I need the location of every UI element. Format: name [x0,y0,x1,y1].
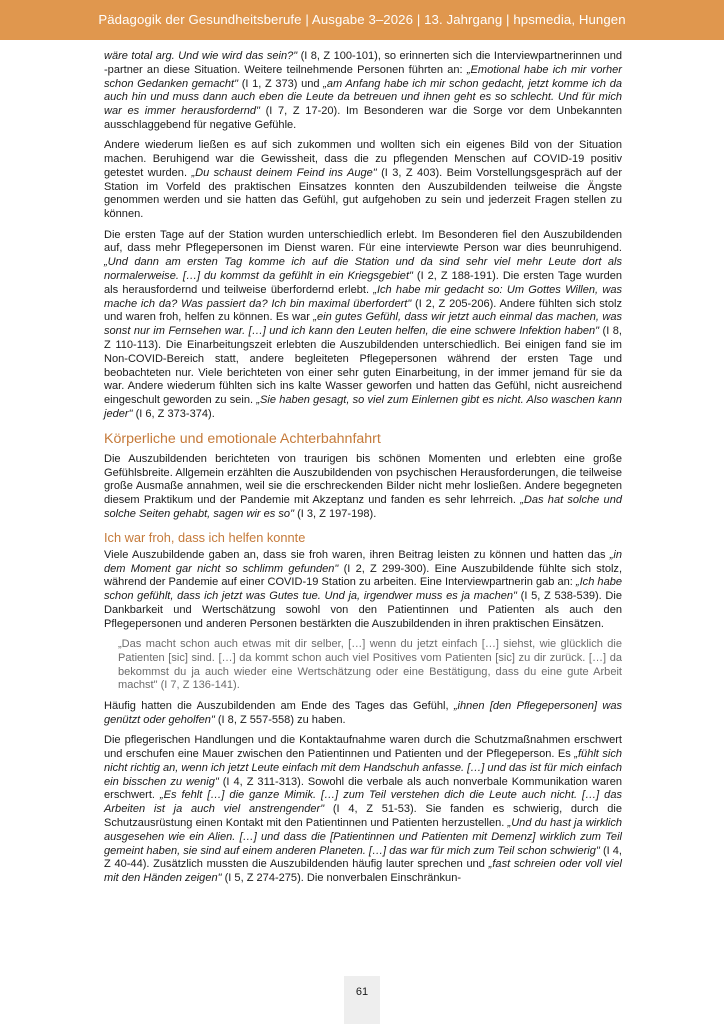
quote-inline: „Du schaust deinem Feind ins Auge" [191,166,377,179]
quote-inline: „Ich habe schon gefühlt, dass ich jetzt was Gutes tue. Und ja, irgendwer muss es ja machen" [104,576,623,603]
quote-inline: „Es fehlt […] die ganze Mimik. […] zum Teil verstehen dich die Leute auch nicht. […] das Arbeiten ist ja auch viel anstrengender" [104,789,622,816]
body-text: (I 7, Z 17-20). Im Besonderen war die Sorge vor dem Unbekannten ausschlaggebend für negative Gefühle. [104,105,622,131]
article-body [104,50,622,893]
body-text: (I 3, Z 403). Beim Vorstellungsgespräch auf der Station im Vorfeld des praktischen Einsatzes konnten den Auszubildenden teilweise die Ängste genommen werden und sie hatten das Gefühl, gut aufgehoben zu sein und jederzeit Fragen stellen zu können. [104,166,623,221]
paragraph-3 [104,229,622,422]
body-text: Viele Auszubildende gaben an, dass sie froh waren, ihren Beitrag leisten zu können und hatten das [104,548,610,561]
quote-inline: „in dem Moment gar nicht so schlimm gefunden" [104,548,622,575]
quote-inline: „ihnen [den Pflegepersonen] was genützt oder geholfen" [104,700,622,726]
body-text: (I 5, Z 538-539). Die Dankbarkeit und Wertschätzung sowohl von den Patientinnen und Patienten als auch den Pflegepersonen und anderen Personen bestärkten die Auszubildenden in ihren praktischen Einsätzen. [104,590,622,630]
paragraph-7 [104,734,622,886]
body-text: (I 2, Z 188-191). Die ersten Tage wurden als herausfordernd und teilweise überfordernd erlebt. [104,269,622,296]
journal-header-text: Pädagogik der Gesundheitsberufe | Ausgabe 3–2026 | 13. Jahrgang | hpsmedia, Hungen [98,12,626,27]
journal-header [0,0,724,40]
body-text: (I 8, Z 110-113). Die Einarbeitungszeit erlebten die Auszubildenden unterschiedlich. Bei einigen fand sie im Non-COVID-Bereich statt, andere begleiteten Pflegepersonen während der ersten Tage und beobachteten nur. Viele berichteten von einer sehr guten Einarbeitung, in der immer jemand für sie da war. Andere wiederum fühlten sich ins kalte Wasser geworfen und hatten das Gefühl, nicht ausreichend eingeschult geworden zu sein. [104,325,622,407]
quote-inline: „Sie haben gesagt, so viel zum Einlernen gibt es nicht. Also waschen kann jeder" [104,394,623,420]
quote-inline: „fühlt sich nicht richtig an, wenn ich jetzt Leute einfach mit dem Handschuh anfasse. […] und das ist für mich einfach ein bisschen zu wenig" [104,748,622,788]
body-text: (I 2, Z 205-206). Andere fühlten sich stolz und waren froh, helfen zu können. Es war [104,297,623,324]
body-text: (I 1, Z 373) und [238,77,324,90]
quote-inline: „Emotional habe ich mir vorher schon Gedanken gemacht" [104,63,622,90]
paragraph-5 [104,549,622,632]
page-number: 61 [355,986,369,998]
body-text: Die pflegerischen Handlungen und die Kontaktaufnahme waren durch die Schutzmaßnahmen erschwert und erschufen eine Mauer zwischen den Patientinnen und Patienten und der Pflegeperson. Es [104,734,622,761]
body-text: (I 3, Z 197-198). [294,507,377,520]
paragraph-6 [104,700,622,728]
body-text: Häufig hatten die Auszubildenden am Ende des Tages das Gefühl, [104,700,454,713]
quote-inline: „Das hat solche und solche Seiten gehabt, sagen wir es so" [104,494,622,520]
body-text: (I 8, Z 557-558) zu haben. [214,713,346,726]
quote-inline: wäre total arg. Und wie wird das sein?" [104,50,298,62]
body-text: (I 8, Z 100-101), so erinnerten sich die Interviewpartnerinnen und -partner an diese Situation. Weitere teilnehmende Personen führten an: [104,50,622,76]
body-text: Die Auszubildenden berichteten von traurigen bis schönen Momenten und erlebten eine große Gefühlsbreite. Allgemein erzählten die Auszubildenden von psychischen Herausforderungen, die teilweise große Ausmaße annahmen, weil sie die erschreckenden Bilder nicht mehr losließen. Andere begegneten diesem Praktikum und der Pandemie mit Akzeptanz und fanden es sehr lehrreich. [104,452,622,507]
body-text: Andere wiederum ließen es auf sich zukommen und wollten sich ein eigenes Bild von der Situation machen. Beruhigend war die Gewissheit, dass die zu pflegenden Menschen auf COVID-19 positiv getestet wurden. [104,139,622,179]
quote-inline: „Ich habe mir gedacht so: Um Gottes Willen, was mache ich da? Was passiert da? Ich bin maximal überfordert" [104,283,623,310]
quote-inline: „am Anfang habe ich mir schon gedacht, jetzt komme ich da auch hin und muss dann auch eben die Leute da betreuen und ihnen geht es so schlecht. Und für mich war es immer herausfordernd" [104,77,623,118]
body-text: (I 4, Z 311-313). Sowohl die verbale als auch nonverbale Kommunikation waren erschwert. [104,775,622,802]
page-number-box [344,976,380,1024]
subsection-heading: Ich war froh, dass ich helfen konnte [104,529,306,545]
body-text: (I 5, Z 274-275). Die nonverbalen Einschränkun- [221,872,462,885]
body-text: (I 6, Z 373-374). [132,407,215,420]
paragraph-1 [104,50,622,133]
body-text: (I 2, Z 299-300). Eine Auszubildende fühlte sich stolz, während der Pandemie auf einer COVID-19 Station zu arbeiten. Eine Interviewpartnerin gab an: [104,562,623,589]
quote-inline: „fast schreien oder voll viel mit den Händen zeigen" [104,858,623,885]
body-text: (I 4, Z 40-44). Zusätzlich mussten die Auszubildenden häufig lauter sprechen und [104,844,623,871]
section-heading: Körperliche und emotionale Achterbahnfahrt [104,430,381,447]
body-text: (I 4, Z 51-53). Sie fanden es schwierig, durch die Schutzausrüstung einen Kontakt mit den Patientinnen und Patienten herzustellen. [104,803,622,830]
quote-inline: „Und dann am ersten Tag komme ich auf die Station und da sind sehr viel mehr Leute dort als normalerweise. […] du kommst da gefühlt in ein Kriegsgebiet" [104,256,622,282]
quote-inline: „ein gutes Gefühl, dass wir jetzt auch einmal das machen, was sonst nur im Fernsehen war. […] und ich kann den Leuten helfen, die eine schwere Infektion haben" [104,311,623,338]
body-text: Die ersten Tage auf der Station wurden unterschiedlich erlebt. Im Besonderen fiel den Auszubildenden auf, dass mehr Pflegepersonen im Dienst waren. Für eine interviewte Person war dies beunruhigend. [104,228,622,255]
paragraph-2 [104,139,622,222]
quote-inline: „Und du hast ja wirklich ausgesehen wie ein Alien. […] und dass die [Patientinnen und Patienten mit Demenz] wirklich zum Teil gemeint haben, sie sind auf einem anderen Planeten. […] das war für mich zum Teil schon schwierig" [104,817,622,857]
paragraph-4 [104,453,622,522]
block-quote: „Das macht schon auch etwas mit dir selber, […] wenn du jetzt einfach […] siehst, wie glücklich die Patienten [sic] sind. […] da kommt schon auch viel Positives vom Patienten [sic] zu dir zurück. […] da bekommst du ja auch wieder eine Wertschätzung oder eine Bestätigung, dass du eine gute Arbeit machst" (I 7, Z 136-141). [118,637,622,692]
